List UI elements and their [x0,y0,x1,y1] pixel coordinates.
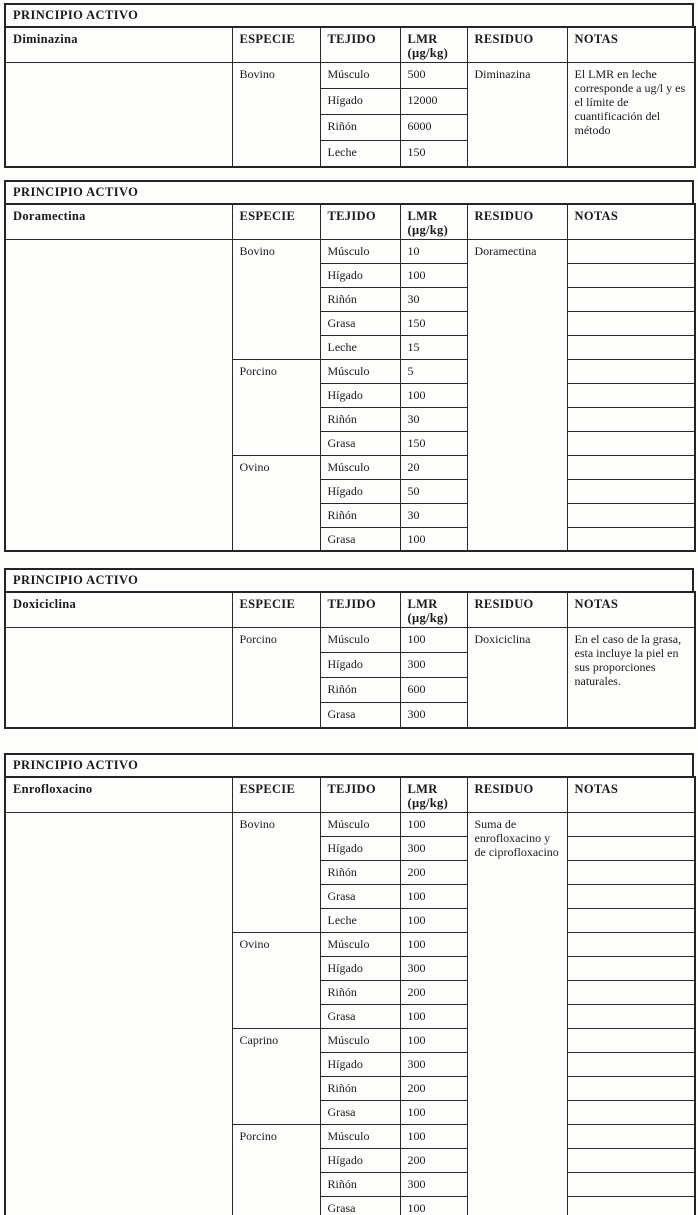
tejido-cell: Músculo [320,239,400,263]
especie-cell: Porcino [232,628,320,728]
lmr-value: 30 [400,407,467,431]
lmr-value: 10 [400,239,467,263]
tejido-cell: Grasa [320,431,400,455]
lmr-value: 100 [400,1196,467,1215]
col-header-especie: ESPECIE [232,27,320,63]
col-header-tejido: TEJIDO [320,592,400,628]
lmr-value: 30 [400,503,467,527]
tejido-cell: Hígado [320,1052,400,1076]
tejido-cell: Músculo [320,359,400,383]
especie-cell: Bovino [232,63,320,167]
drug-table-block [4,3,694,168]
lmr-table [4,203,696,553]
notas-ruled-cell [567,359,695,383]
tejido-cell: Músculo [320,932,400,956]
table-row [5,812,695,836]
lmr-value: 100 [400,908,467,932]
lmr-value: 100 [400,932,467,956]
lmr-value: 100 [400,628,467,653]
tejido-cell: Grasa [320,527,400,551]
lmr-value: 200 [400,1148,467,1172]
drug-name: Diminazina [5,27,232,63]
lmr-value: 150 [400,431,467,455]
notas-ruled-cell [567,407,695,431]
col-header-lmr [400,204,467,240]
residuo-cell: Diminazina [467,63,567,167]
lmr-table [4,26,696,168]
lmr-value: 30 [400,287,467,311]
notas-ruled-cell [567,884,695,908]
notas-ruled-cell [567,311,695,335]
lmr-value: 300 [400,1172,467,1196]
lmr-value: 15 [400,335,467,359]
tejido-cell: Hígado [320,263,400,287]
notas-ruled-cell [567,479,695,503]
tejido-cell: Grasa [320,311,400,335]
col-header-lmr [400,777,467,813]
residuo-cell: Suma de enrofloxacino y de ciprofloxacino [467,812,567,1215]
tejido-cell: Grasa [320,1196,400,1215]
drug-column-spacer [5,63,232,167]
lmr-table [4,591,696,729]
lmr-table [4,776,696,1215]
notas-ruled-cell [567,383,695,407]
lmr-value: 300 [400,703,467,728]
drug-table-block [4,568,694,729]
tejido-cell: Riñón [320,287,400,311]
lmr-value: 12000 [400,89,467,115]
especie-cell: Porcino [232,1124,320,1215]
principio-activo-label: PRINCIPIO ACTIVO [4,180,694,205]
drug-table-block [4,180,694,553]
lmr-header-line1: LMR [407,597,438,611]
col-header-notas: NOTAS [567,27,695,63]
lmr-value: 200 [400,980,467,1004]
lmr-value: 300 [400,956,467,980]
table-header-row [5,777,695,813]
lmr-value: 300 [400,836,467,860]
lmr-header-line2: (µg/kg) [407,46,449,60]
lmr-value: 100 [400,383,467,407]
lmr-value: 20 [400,455,467,479]
lmr-value: 200 [400,860,467,884]
notas-ruled-cell [567,836,695,860]
col-header-especie: ESPECIE [232,204,320,240]
table-row [5,239,695,263]
principio-activo-label: PRINCIPIO ACTIVO [4,568,694,593]
notas-ruled-cell [567,503,695,527]
table-header-row [5,27,695,63]
especie-cell: Ovino [232,455,320,551]
lmr-value: 100 [400,1124,467,1148]
table-row [5,63,695,89]
notas-ruled-cell [567,287,695,311]
tejido-cell: Hígado [320,836,400,860]
tejido-cell: Hígado [320,956,400,980]
notas-ruled-cell [567,263,695,287]
lmr-value: 100 [400,1028,467,1052]
col-header-lmr [400,592,467,628]
table-row [5,628,695,653]
lmr-value: 100 [400,263,467,287]
tejido-cell: Leche [320,908,400,932]
tejido-cell: Hígado [320,1148,400,1172]
col-header-lmr [400,27,467,63]
lmr-value: 50 [400,479,467,503]
drug-column-spacer [5,812,232,1215]
tejido-cell: Leche [320,335,400,359]
tejido-cell: Hígado [320,653,400,678]
col-header-residuo: RESIDUO [467,27,567,63]
lmr-header-line2: (µg/kg) [407,611,449,625]
lmr-value: 5 [400,359,467,383]
drug-name: Enrofloxacino [5,777,232,813]
notas-ruled-cell [567,1004,695,1028]
col-header-tejido: TEJIDO [320,204,400,240]
lmr-value: 150 [400,141,467,167]
especie-cell: Ovino [232,932,320,1028]
notas-ruled-cell [567,812,695,836]
lmr-value: 300 [400,1052,467,1076]
col-header-tejido: TEJIDO [320,777,400,813]
notas-ruled-cell [567,1100,695,1124]
notas-ruled-cell [567,1172,695,1196]
lmr-value: 6000 [400,115,467,141]
tejido-cell: Riñón [320,503,400,527]
tejido-cell: Músculo [320,1028,400,1052]
tejido-cell: Grasa [320,884,400,908]
drug-table-block [4,753,694,1215]
tejido-cell: Músculo [320,1124,400,1148]
col-header-tejido: TEJIDO [320,27,400,63]
lmr-header-line1: LMR [407,208,438,223]
col-header-especie: ESPECIE [232,777,320,813]
notas-ruled-cell [567,980,695,1004]
residuo-cell: Doxiciclina [467,628,567,728]
notas-ruled-cell [567,335,695,359]
tejido-cell: Hígado [320,89,400,115]
lmr-value: 100 [400,1100,467,1124]
tejido-cell: Músculo [320,455,400,479]
col-header-residuo: RESIDUO [467,592,567,628]
notas-cell: El LMR en leche corresponde a ug/l y es el límite de cuantificación del método [567,63,695,167]
drug-column-spacer [5,239,232,551]
tejido-cell: Riñón [320,1172,400,1196]
lmr-header-line2: (µg/kg) [407,795,449,810]
tejido-cell: Músculo [320,63,400,89]
col-header-especie: ESPECIE [232,592,320,628]
especie-cell: Bovino [232,812,320,932]
lmr-tables-container [4,3,694,1215]
drug-column-spacer [5,628,232,728]
lmr-value: 200 [400,1076,467,1100]
notas-ruled-cell [567,1124,695,1148]
tejido-cell: Grasa [320,1100,400,1124]
notas-ruled-cell [567,1148,695,1172]
notas-ruled-cell [567,239,695,263]
notas-ruled-cell [567,908,695,932]
tejido-cell: Músculo [320,812,400,836]
drug-name: Doramectina [5,204,232,240]
tejido-cell: Riñón [320,860,400,884]
tejido-cell: Hígado [320,479,400,503]
tejido-cell: Hígado [320,383,400,407]
notas-ruled-cell [567,455,695,479]
especie-cell: Bovino [232,239,320,359]
lmr-value: 150 [400,311,467,335]
principio-activo-label: PRINCIPIO ACTIVO [4,753,694,778]
notas-ruled-cell [567,1196,695,1215]
lmr-header-line1: LMR [407,781,438,796]
tejido-cell: Leche [320,141,400,167]
table-header-row [5,592,695,628]
col-header-residuo: RESIDUO [467,204,567,240]
tejido-cell: Riñón [320,1076,400,1100]
especie-cell: Porcino [232,359,320,455]
notas-ruled-cell [567,431,695,455]
notas-ruled-cell [567,956,695,980]
lmr-value: 100 [400,527,467,551]
tejido-cell: Grasa [320,1004,400,1028]
notas-cell: En el caso de la grasa, esta incluye la piel en sus proporciones naturales. [567,628,695,728]
tejido-cell: Músculo [320,628,400,653]
table-header-row [5,204,695,240]
tejido-cell: Riñón [320,407,400,431]
lmr-value: 100 [400,1004,467,1028]
tejido-cell: Riñón [320,115,400,141]
notas-ruled-cell [567,1028,695,1052]
especie-cell: Caprino [232,1028,320,1124]
notas-ruled-cell [567,1076,695,1100]
lmr-header-line1: LMR [407,32,438,46]
lmr-header-line2: (µg/kg) [407,222,449,237]
lmr-value: 100 [400,884,467,908]
residuo-cell: Doramectina [467,239,567,551]
notas-ruled-cell [567,860,695,884]
tejido-cell: Riñón [320,678,400,703]
col-header-notas: NOTAS [567,777,695,813]
drug-name: Doxiciclina [5,592,232,628]
col-header-notas: NOTAS [567,204,695,240]
notas-ruled-cell [567,1052,695,1076]
col-header-notas: NOTAS [567,592,695,628]
tejido-cell: Grasa [320,703,400,728]
col-header-residuo: RESIDUO [467,777,567,813]
notas-ruled-cell [567,932,695,956]
lmr-value: 100 [400,812,467,836]
lmr-value: 600 [400,678,467,703]
notas-ruled-cell [567,527,695,551]
tejido-cell: Riñón [320,980,400,1004]
lmr-value: 500 [400,63,467,89]
principio-activo-label: PRINCIPIO ACTIVO [4,3,694,28]
lmr-value: 300 [400,653,467,678]
